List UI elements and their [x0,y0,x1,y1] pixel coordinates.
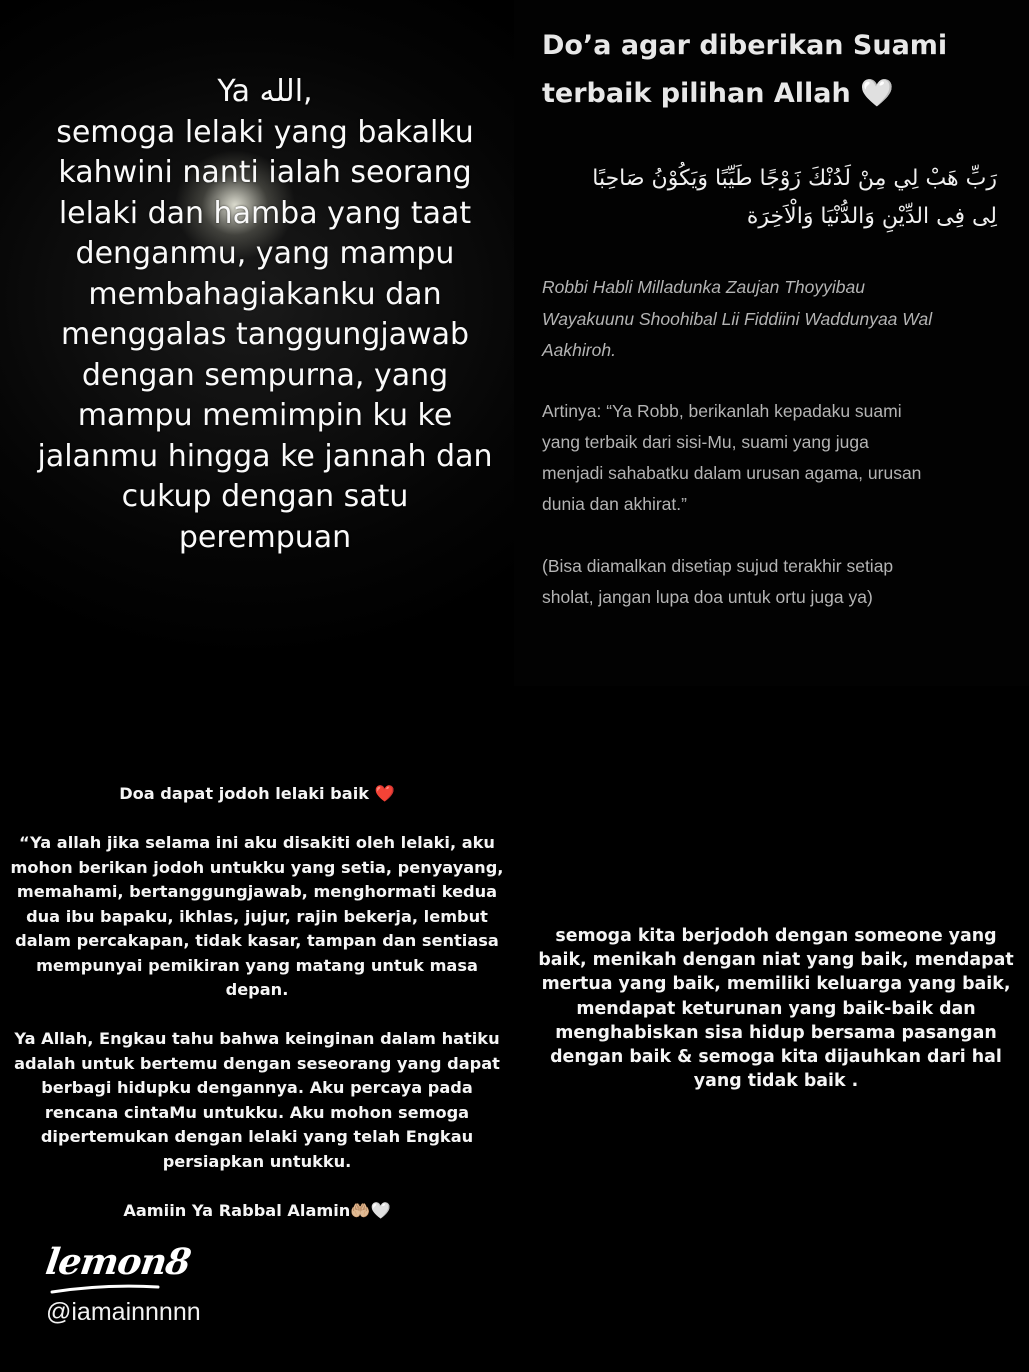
prayer-line: dalam percakapan, tidak kasar, tampan dan sentiasa [15,931,499,950]
title-line [542,70,1012,118]
prayer-panel-top-right [514,0,1029,686]
arabic-prayer [542,160,997,236]
arabic-line: لِى فِى الدِّيْنِ وَالدُّنْيَا وَالْاَخِرَة [746,204,997,229]
wish-line: mertua yang baik, memiliki keluarga yang baik, [541,974,1011,995]
prayer-line: mempunyai pemikiran yang matang untuk masa [36,955,478,975]
latin-line: Aakhiroh. [542,340,616,360]
wish-line: dengan baik & semoga kita dijauhkan dari hal [550,1047,1002,1068]
prayer-line: mohon berikan jodoh untukku yang setia, penyayang, [10,857,504,877]
quote-panel-top-left [0,0,514,686]
meaning-line: Artinya: “Ya Robb, berikanlah kepadaku suami [542,401,902,421]
prayer-line: memahami, bertanggungjawab, menghormati kedua [16,882,498,901]
title-line-text: terbaik pilihan Allah [542,78,851,109]
prayer-note [542,551,1002,613]
arabic-line: رَبِّ هَبْ لِي مِنْ لَدُنْكَ زَوْجًا طَيِّبًا وَيَكُوْنُ صَاحِبًا [592,166,997,191]
prayer-line: persiapkan untukku. [162,1151,352,1171]
quote-text-top-left [20,72,510,558]
prayer-line: rencana cintaMu untukku. Aku mohon semoga [44,1102,470,1122]
closing-line [0,1199,514,1224]
meaning-line: dunia dan akhirat.” [542,494,687,514]
closing-text: Aamiin Ya Rabbal Alamin [123,1200,351,1220]
jodoh-title-text: Doa dapat jodoh lelaki baik [119,784,370,803]
prayer-meaning [542,396,1002,520]
wish-line: menghabiskan sisa hidup bersama pasangan [555,1022,997,1043]
quote-line: menggalas tanggungjawab [60,317,470,352]
wish-line: baik, menikah dengan niat yang baik, mendapat [538,950,1014,971]
prayer-line: adalah untuk bertemu dengan seseorang yang dapat [14,1053,500,1073]
paragraph-gap [0,1003,514,1028]
red-heart-icon: ❤️ [374,784,395,803]
prayer-line: berbagi hidupku dengannya. Aku percaya pada [41,1078,473,1097]
lemon8-logo: lemon8 [43,1241,193,1283]
latin-line: Wayakuunu Shoohibal Lii Fiddiini Waddunyaa Wal [542,308,933,329]
note-line: (Bisa diamalkan disetiap sujud terakhir setiap [542,556,894,576]
jodoh-prayer-text [0,782,514,1223]
prayer-title [542,22,1012,118]
prayer-line: depan. [225,980,289,999]
wish-panel-bottom-right [514,686,1029,1372]
prayer-line: “Ya allah jika selama ini aku disakiti oleh lelaki, aku [19,833,495,852]
praying-hands-icon: 🤲🏼 [350,1200,371,1220]
paragraph-gap [0,1174,514,1199]
quote-line: Ya الله, [217,74,313,109]
quote-line: cukup dengan satu [121,479,409,514]
title-line: Do’a agar diberikan Suami [542,30,948,61]
note-line: sholat, jangan lupa doa untuk ortu juga ya) [542,587,873,607]
prayer-line: dua ibu bapaku, ikhlas, jujur, rajin bekerja, lembut [26,906,488,926]
meaning-line: menjadi sahabatku dalam urusan agama, urusan [542,463,922,483]
quote-line: kahwini nanti ialah seorang [58,155,472,190]
white-heart-icon: 🤍 [370,1200,391,1220]
wish-line: mendapat keturunan yang baik-baik dan [576,998,976,1019]
wish-line: semoga kita berjodoh dengan someone yang [555,926,997,946]
wish-text [528,924,1024,1093]
jodoh-prayer-title [0,782,514,807]
user-handle: @iamainnnnn [46,1298,201,1326]
quote-line: dengan sempurna, yang [81,357,449,393]
latin-transliteration [542,272,1002,367]
wish-line: yang tidak baik . [693,1071,859,1092]
quote-line: mampu memimpin ku ke [77,398,453,433]
quote-line: jalanmu hingga ke jannah dan [37,438,493,474]
prayer-panel-bottom-left [0,686,514,1372]
quote-line: membahagiakanku dan [88,276,442,312]
white-heart-icon: 🤍 [860,78,894,109]
latin-line: Robbi Habli Milladunka Zaujan Thoyyibau [542,277,865,297]
prayer-line: Ya Allah, Engkau tahu bahwa keinginan dalam hatiku [14,1029,500,1048]
lemon8-logo-swoosh [50,1284,160,1294]
quote-line: denganmu, yang mampu [75,236,455,271]
meaning-line: yang terbaik dari sisi-Mu, suami yang juga [542,432,869,452]
quote-line: semoga lelaki yang bakalku [56,114,474,150]
quote-line: lelaki dan hamba yang taat [58,195,472,231]
quote-line: perempuan [178,519,352,555]
prayer-line: dipertemukan dengan lelaki yang telah Engkau [40,1127,474,1146]
